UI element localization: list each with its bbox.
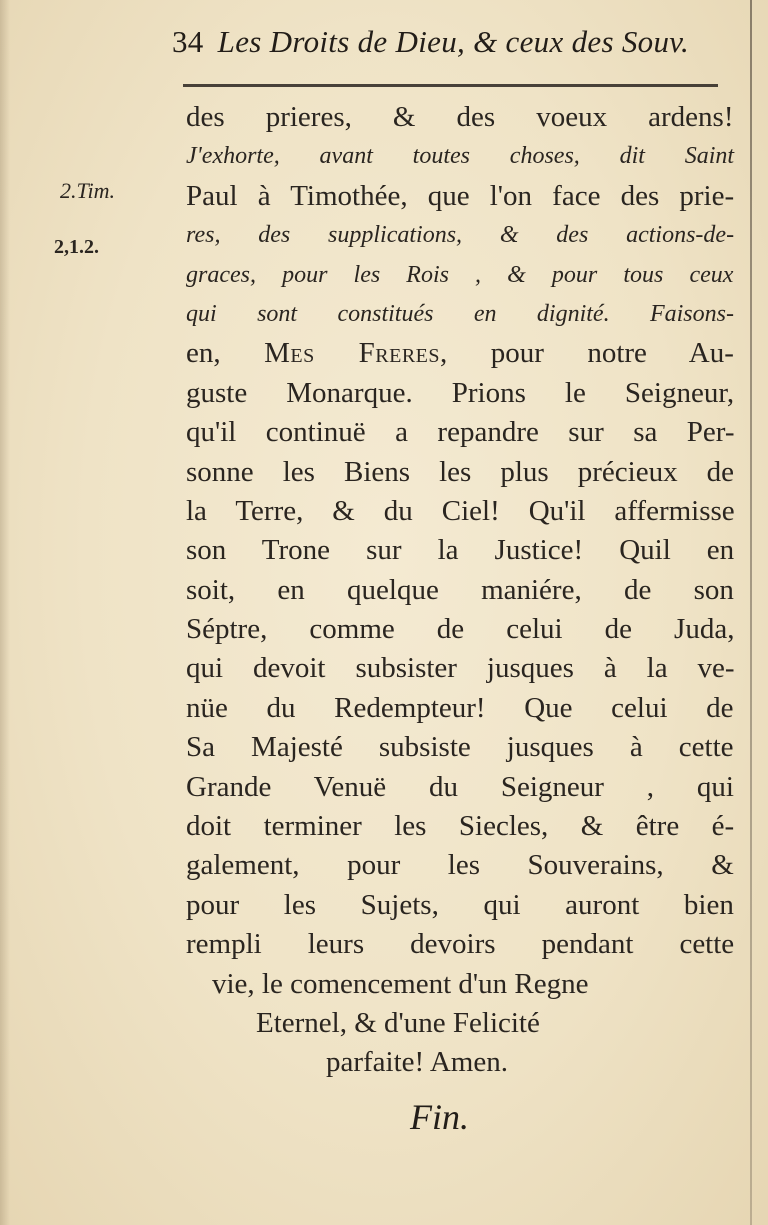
text-line: soit, en quelque maniére, de son	[186, 573, 734, 606]
page-edge-line	[750, 0, 752, 1225]
text-line: res, des supplications, & des actions-de-	[186, 222, 735, 249]
text-line: son Trone sur la Justice! Quil en	[186, 534, 735, 567]
body-text	[186, 98, 736, 1083]
text-line: graces, pour les Rois , & pour tous ceux	[186, 261, 734, 288]
running-header	[172, 24, 689, 60]
text-line: rempli leurs devoirs pendant cette	[186, 928, 735, 961]
header-rule	[183, 84, 718, 87]
text-line: Paul à Timothée, que l'on face des prie-	[186, 179, 735, 212]
text-line: doit terminer les Siecles, & être é-	[186, 810, 735, 843]
page-number: 34	[172, 24, 204, 59]
text-line: Grande Venuë du Seigneur , qui	[186, 770, 734, 803]
margin-reference-book: 2.Tim.	[60, 178, 116, 203]
margin-reference-verse: 2,1.2.	[54, 236, 99, 258]
closing-fin: Fin.	[410, 1097, 469, 1137]
text-line: vie, le comencement d'un Regne	[212, 967, 589, 1000]
text-line: la Terre, & du Ciel! Qu'il affermisse	[186, 494, 735, 527]
text-line: galement, pour les Souverains, &	[186, 849, 734, 882]
text-line: Sa Majesté subsiste jusques à cette	[186, 731, 734, 764]
text-line: Séptre, comme de celui de Juda,	[186, 613, 735, 646]
page-gutter-shadow	[0, 0, 10, 1225]
text-line: J'exhorte, avant toutes choses, dit Saint	[186, 143, 735, 170]
running-title: Les Droits de Dieu, & ceux des Souv.	[217, 24, 690, 59]
text-line: pour les Sujets, qui auront bien	[186, 888, 734, 921]
text-line: guste Monarque. Prions le Seigneur,	[186, 376, 735, 409]
text-line: qu'il continuë a repandre sur sa Per-	[186, 416, 735, 449]
text-line: sonne les Biens les plus précieux de	[186, 455, 734, 488]
text-line: parfaite! Amen.	[326, 1046, 508, 1079]
small-caps-text: Mes Freres	[264, 337, 441, 370]
text-line: qui devoit subsister jusques à la ve-	[186, 652, 735, 685]
text-line: des prieres, & des voeux ardens!	[186, 101, 734, 133]
text-line: nüe du Redempteur! Que celui de	[186, 691, 734, 724]
text-line: Eternel, & d'une Felicité	[256, 1006, 540, 1039]
text-line: en, Mes Freres, pour notre Au-	[186, 337, 734, 370]
text-line: qui sont constitués en dignité. Faisons-	[186, 300, 734, 327]
